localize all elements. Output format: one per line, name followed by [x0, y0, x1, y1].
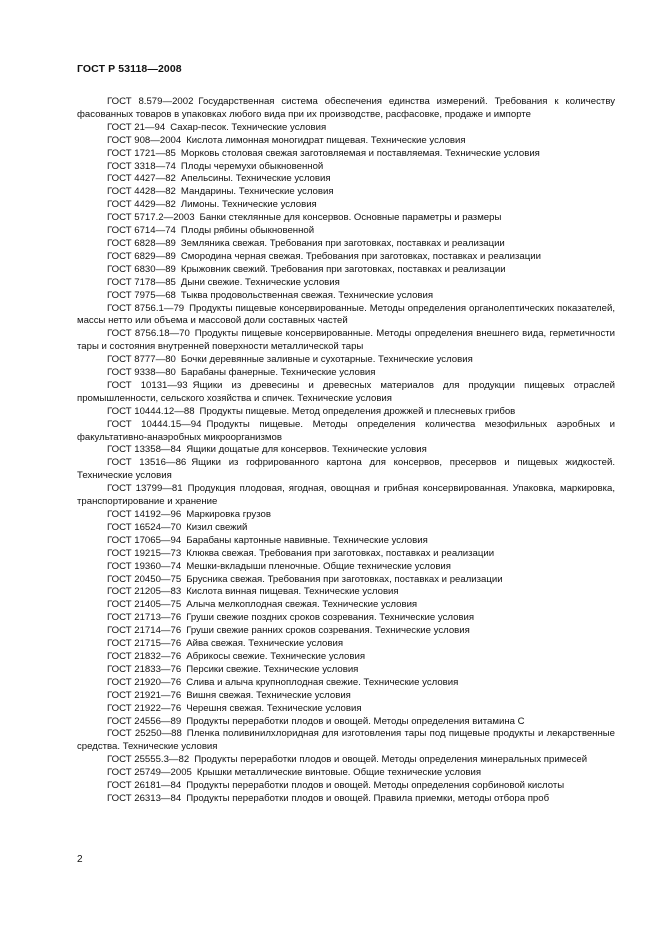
- reference-title: Клюква свежая. Требования при заготовках, поставках и реализации: [186, 547, 495, 559]
- reference-item: [77, 457, 615, 483]
- reference-title: Апельсины. Технические условия: [180, 173, 331, 185]
- reference-code: ГОСТ 14192—96: [107, 509, 182, 520]
- reference-title: Слива и алыча крупноплодная свежие. Технические условия: [186, 676, 459, 688]
- reference-item: [77, 96, 615, 122]
- reference-item: [77, 728, 615, 754]
- reference-code: ГОСТ 25555.3—82: [107, 754, 190, 766]
- reference-title: Ящики дощатые для консервов. Технические условия: [186, 444, 427, 456]
- reference-title: Алыча мелкоплодная свежая. Технические условия: [186, 599, 418, 611]
- reference-item: [77, 793, 615, 806]
- reference-title: Дыни свежие. Технические условия: [180, 276, 340, 288]
- reference-code: ГОСТ 3318—74: [107, 160, 176, 172]
- reference-title: Банки стеклянные для консервов. Основные параметры и размеры: [199, 212, 502, 224]
- reference-item: [77, 328, 615, 354]
- reference-code: ГОСТ 10444.12—88: [107, 405, 195, 417]
- reference-code: ГОСТ 16524—70: [107, 521, 182, 533]
- reference-code: ГОСТ 19360—74: [107, 560, 182, 572]
- reference-code: ГОСТ 21714—76: [107, 625, 182, 637]
- reference-code: ГОСТ 21921—76: [107, 689, 182, 701]
- reference-code: ГОСТ 17065—94: [107, 534, 182, 546]
- reference-item: [77, 599, 615, 612]
- reference-item: [77, 380, 615, 406]
- reference-title: Груши свежие ранних сроков созревания. Технические условия: [186, 625, 470, 637]
- reference-title: Абрикосы свежие. Технические условия: [186, 650, 366, 662]
- reference-item: [77, 135, 615, 148]
- document-header: ГОСТ Р 53118—2008: [77, 63, 182, 75]
- reference-item: [77, 754, 615, 767]
- reference-title: Черешня свежая. Технические условия: [186, 702, 362, 714]
- reference-item: [77, 251, 615, 264]
- normative-references-list: [77, 96, 615, 806]
- reference-item: [77, 406, 615, 419]
- reference-code: ГОСТ 4428—82: [107, 186, 176, 198]
- reference-code: ГОСТ 20450—75: [107, 573, 182, 585]
- reference-code: ГОСТ 19215—73: [107, 547, 182, 559]
- reference-item: [77, 354, 615, 367]
- reference-title: Государственная система обеспечения единства измерений. Требования к количеству фасованных товаров в упаковках любого вида при их производстве, расфасовке, продаже и импорте: [77, 96, 615, 120]
- reference-item: [77, 561, 615, 574]
- reference-item: [77, 277, 615, 290]
- reference-code: ГОСТ 8.579—2002: [107, 96, 194, 107]
- reference-code: ГОСТ 9338—80: [107, 367, 176, 379]
- reference-code: ГОСТ 10131—93: [107, 379, 188, 391]
- reference-title: Плоды черемухи обыкновенной: [180, 160, 324, 172]
- reference-code: ГОСТ 7975—68: [107, 289, 176, 301]
- reference-title: Кислота винная пищевая. Технические условия: [186, 586, 399, 598]
- reference-code: ГОСТ 6828—89: [107, 237, 176, 249]
- reference-item: [77, 767, 615, 780]
- reference-item: [77, 703, 615, 716]
- reference-title: Плоды рябины обыкновенной: [180, 225, 315, 237]
- reference-title: Морковь столовая свежая заготовляемая и поставляемая. Технические условия: [180, 147, 540, 159]
- reference-title: Вишня свежая. Технические условия: [186, 689, 351, 701]
- reference-title: Продукты переработки плодов и овощей. Методы определения сорбиновой кислоты: [186, 780, 565, 792]
- reference-code: ГОСТ 25749—2005: [107, 767, 192, 779]
- reference-item: [77, 522, 615, 535]
- reference-title: Персики свежие. Технические условия: [186, 663, 359, 675]
- reference-item: [77, 212, 615, 225]
- reference-item: [77, 303, 615, 329]
- reference-item: [77, 419, 615, 445]
- reference-title: Брусника свежая. Требования при заготовках, поставках и реализации: [186, 573, 503, 585]
- reference-title: Пленка поливинилхлоридная для изготовления тары под пищевые продукты и лекарственные средства. Технические условия: [77, 728, 615, 753]
- reference-code: ГОСТ 21205—83: [107, 586, 182, 598]
- reference-code: ГОСТ 10444.15—94: [107, 418, 202, 430]
- reference-title: Груши свежие поздних сроков созревания. Технические условия: [186, 612, 475, 624]
- page-number: 2: [77, 854, 83, 865]
- reference-item: [77, 367, 615, 380]
- reference-code: ГОСТ 24556—89: [107, 715, 182, 727]
- reference-code: ГОСТ 25250—88: [107, 728, 182, 740]
- reference-code: ГОСТ 21920—76: [107, 676, 182, 688]
- reference-title: Смородина черная свежая. Требования при заготовках, поставках и реализации: [180, 250, 541, 262]
- reference-item: [77, 651, 615, 664]
- reference-title: Продукты пищевые консервированные. Методы определения органолептических показателей, массы нетто или объема и массовой доли составных частей: [77, 302, 615, 327]
- reference-item: [77, 677, 615, 690]
- reference-code: ГОСТ 21715—76: [107, 638, 182, 650]
- reference-item: [77, 199, 615, 212]
- reference-item: [77, 716, 615, 729]
- reference-title: Продукты пищевые. Метод определения дрожжей и плесневых грибов: [199, 405, 516, 417]
- reference-title: Айва свежая. Технические условия: [186, 638, 344, 650]
- reference-code: ГОСТ 6829—89: [107, 250, 176, 262]
- reference-title: Крышки металлические винтовые. Общие технические условия: [196, 767, 482, 779]
- reference-item: [77, 148, 615, 161]
- reference-item: [77, 483, 615, 509]
- reference-code: ГОСТ 13516—86: [107, 457, 187, 469]
- reference-code: ГОСТ 6714—74: [107, 225, 176, 237]
- reference-code: ГОСТ 5717.2—2003: [107, 212, 195, 224]
- reference-code: ГОСТ 7178—85: [107, 276, 176, 288]
- reference-title: Крыжовник свежий. Требования при заготовках, поставках и реализации: [180, 263, 506, 275]
- reference-item: [77, 238, 615, 251]
- reference-item: [77, 264, 615, 277]
- reference-title: Земляника свежая. Требования при заготовках, поставках и реализации: [180, 237, 505, 249]
- reference-code: ГОСТ 13799—81: [107, 483, 183, 495]
- reference-title: Продукты пищевые консервированные. Методы определения внешнего вида, герметичности тары и состояния внутренней поверхности металлической тары: [77, 328, 615, 353]
- reference-item: [77, 780, 615, 793]
- reference-title: Кизил свежий: [186, 521, 248, 533]
- reference-item: [77, 574, 615, 587]
- reference-title: Ящики из гофрированного картона для консервов, пресервов и пищевых жидкостей. Технические условия: [77, 457, 615, 482]
- reference-item: [77, 548, 615, 561]
- reference-code: ГОСТ 21—94: [107, 121, 166, 133]
- reference-title: Мандарины. Технические условия: [180, 186, 334, 198]
- reference-item: [77, 444, 615, 457]
- reference-item: [77, 161, 615, 174]
- reference-code: ГОСТ 21405—75: [107, 599, 182, 611]
- reference-item: [77, 612, 615, 625]
- reference-title: Продукты переработки плодов и овощей. Правила приемки, методы отбора проб: [186, 792, 550, 804]
- reference-title: Барабаны фанерные. Технические условия: [180, 367, 376, 379]
- reference-code: ГОСТ 21922—76: [107, 702, 182, 714]
- reference-title: Мешки-вкладыши пленочные. Общие технические условия: [186, 560, 451, 572]
- reference-code: ГОСТ 908—2004: [107, 134, 182, 146]
- reference-item: [77, 586, 615, 599]
- reference-code: ГОСТ 4427—82: [107, 173, 176, 185]
- reference-code: ГОСТ 26181—84: [107, 780, 182, 792]
- reference-item: [77, 690, 615, 703]
- reference-code: ГОСТ 21713—76: [107, 612, 182, 624]
- reference-item: [77, 535, 615, 548]
- reference-item: [77, 509, 615, 522]
- reference-item: [77, 186, 615, 199]
- reference-item: [77, 625, 615, 638]
- reference-title: Маркировка грузов: [186, 509, 271, 520]
- reference-code: ГОСТ 1721—85: [107, 147, 176, 159]
- reference-title: Продукция плодовая, ягодная, овощная и грибная консервированная. Упаковка, маркировка, транспортирование и хранение: [77, 483, 615, 508]
- reference-title: Лимоны. Технические условия: [180, 199, 317, 211]
- reference-item: [77, 290, 615, 303]
- reference-code: ГОСТ 6830—89: [107, 263, 176, 275]
- reference-item: [77, 122, 615, 135]
- reference-title: Бочки деревянные заливные и сухотарные. Технические условия: [180, 354, 473, 366]
- reference-code: ГОСТ 8777—80: [107, 354, 176, 366]
- reference-item: [77, 173, 615, 186]
- reference-code: ГОСТ 21832—76: [107, 650, 182, 662]
- reference-title: Сахар-песок. Технические условия: [170, 121, 327, 133]
- reference-code: ГОСТ 8756.18—70: [107, 328, 190, 340]
- reference-code: ГОСТ 21833—76: [107, 663, 182, 675]
- reference-item: [77, 225, 615, 238]
- reference-code: ГОСТ 4429—82: [107, 199, 176, 211]
- reference-title: Ящики из древесины и древесных материалов для продукции пищевых отраслей промышленности, сельского хозяйства и спичек. Технические условия: [77, 379, 615, 404]
- reference-code: ГОСТ 8756.1—79: [107, 302, 185, 314]
- reference-title: Барабаны картонные навивные. Технические условия: [186, 534, 428, 546]
- reference-title: Продукты переработки плодов и овощей. Методы определения минеральных примесей: [194, 754, 588, 766]
- reference-title: Продукты пищевые. Методы определения количества мезофильных аэробных и факультативно-анаэробных микроорганизмов: [77, 418, 615, 443]
- reference-title: Продукты переработки плодов и овощей. Методы определения витамина С: [186, 715, 525, 727]
- reference-item: [77, 638, 615, 651]
- reference-item: [77, 664, 615, 677]
- reference-code: ГОСТ 13358—84: [107, 444, 182, 456]
- reference-title: Тыква продовольственная свежая. Технические условия: [180, 289, 434, 301]
- reference-code: ГОСТ 26313—84: [107, 792, 182, 804]
- reference-title: Кислота лимонная моногидрат пищевая. Технические условия: [186, 134, 466, 146]
